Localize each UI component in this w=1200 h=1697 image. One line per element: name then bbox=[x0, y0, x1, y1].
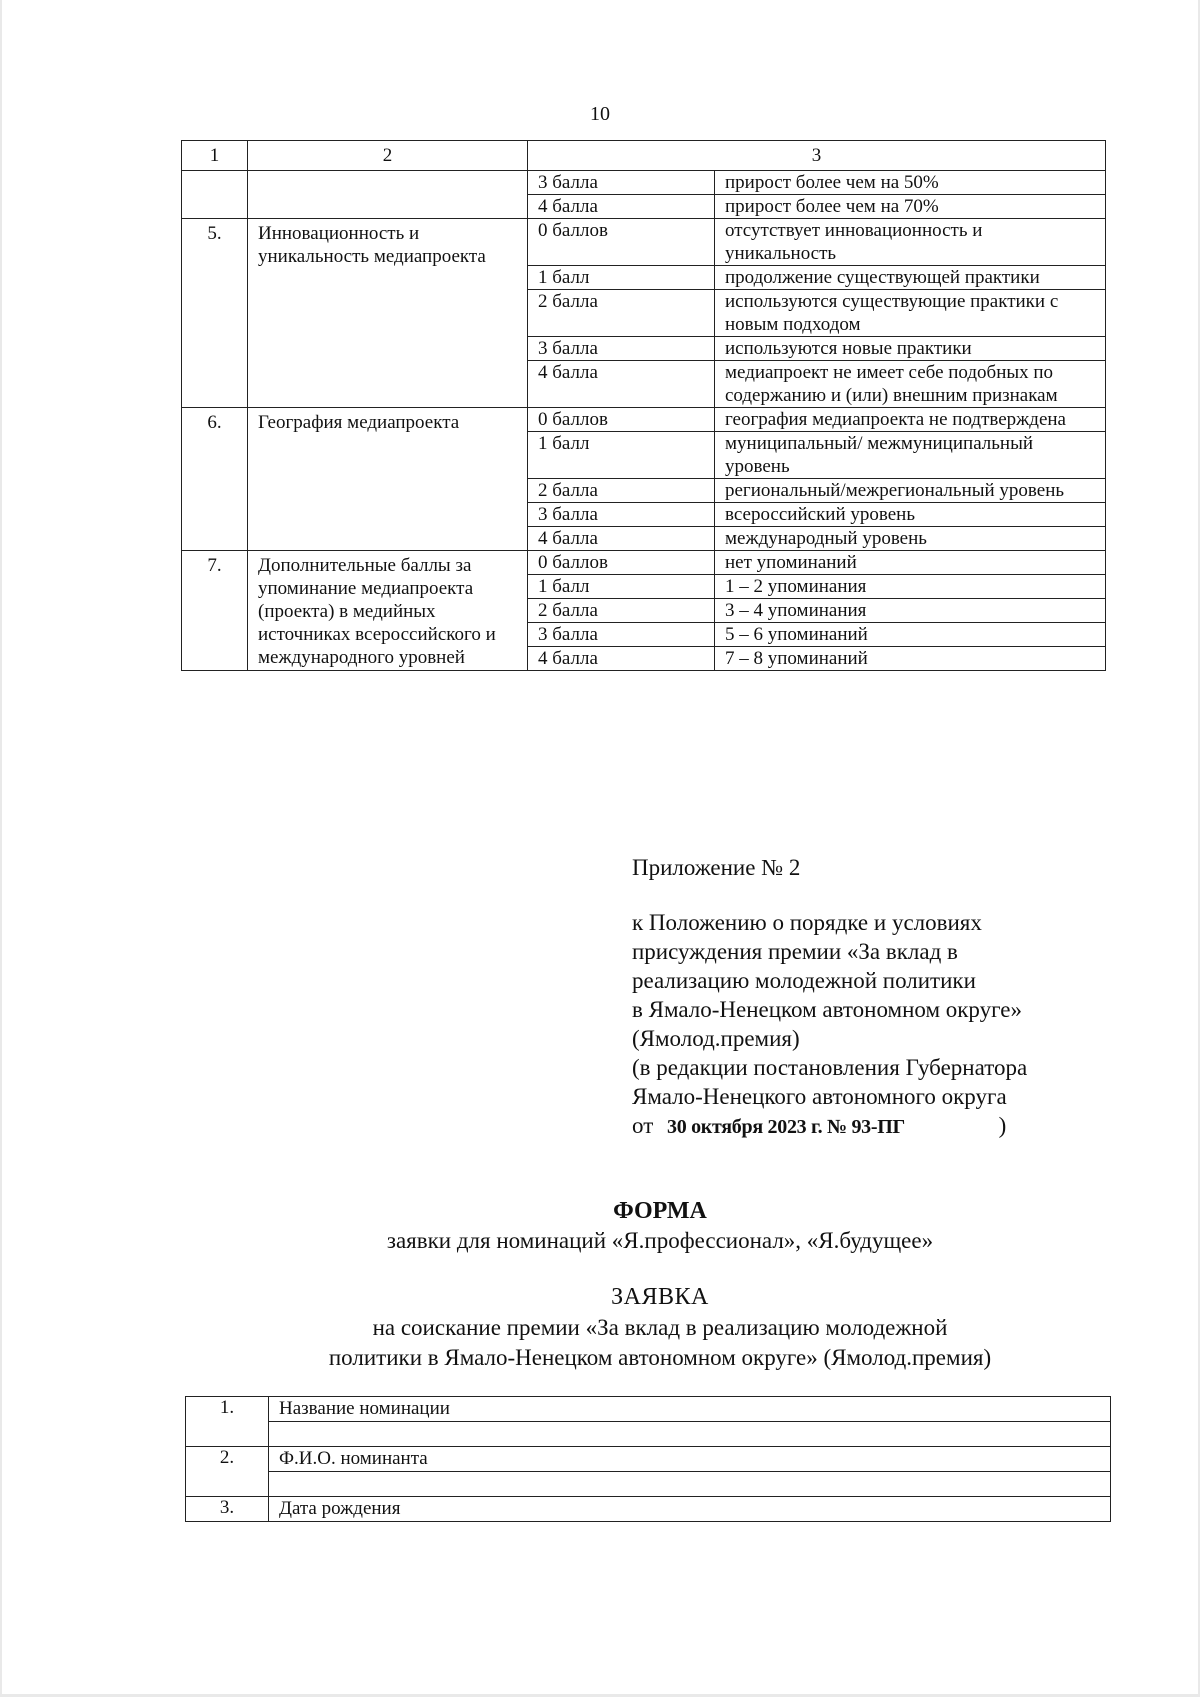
points-cell: 0 баллов bbox=[528, 408, 715, 432]
description-cell: региональный/межрегиональный уровень bbox=[715, 479, 1106, 503]
form-row-label: Название номинации bbox=[269, 1397, 1111, 1422]
criterion-name: География медиапроекта bbox=[248, 408, 528, 551]
header-col-2: 2 bbox=[248, 141, 528, 171]
form-row bbox=[186, 1397, 1111, 1422]
description-cell: всероссийский уровень bbox=[715, 503, 1106, 527]
description-cell: 7 – 8 упоминаний bbox=[715, 647, 1106, 671]
points-cell: 1 балл bbox=[528, 266, 715, 290]
appendix-line: (в редакции постановления Губернатора bbox=[632, 1055, 1028, 1080]
description-cell: медиапроект не имеет себе подобных по содержанию и (или) внешним признакам bbox=[715, 361, 1106, 408]
form-subtitle: заявки для номинаций «Я.профессионал», «Я.будущее» bbox=[386, 1228, 934, 1253]
form-fill-field[interactable] bbox=[269, 1472, 1111, 1497]
form-row-blank bbox=[186, 1472, 1111, 1497]
date-suffix: ) bbox=[998, 1113, 1007, 1138]
points-cell: 3 балла bbox=[528, 337, 715, 361]
criterion-number: 6. bbox=[182, 408, 248, 551]
appendix-line: (Ямолод.премия) bbox=[632, 1026, 800, 1051]
points-cell: 4 балла bbox=[528, 527, 715, 551]
application-subtitle-line: на соискание премии «За вклад в реализацию молодежной bbox=[372, 1315, 948, 1340]
points-cell: 2 балла bbox=[528, 599, 715, 623]
form-row-blank bbox=[186, 1422, 1111, 1447]
form-row-label: Ф.И.О. номинанта bbox=[269, 1447, 1111, 1472]
application-subtitle-line: политики в Ямало-Ненецком автономном округе» (Ямолод.премия) bbox=[328, 1345, 992, 1370]
page-number: 10 bbox=[590, 103, 610, 125]
description-cell: прирост более чем на 50% bbox=[715, 171, 1106, 195]
points-cell: 0 баллов bbox=[528, 219, 715, 266]
criterion-number: 7. bbox=[182, 551, 248, 671]
description-cell: муниципальный/ межмуниципальный уровень bbox=[715, 432, 1106, 479]
points-cell: 4 балла bbox=[528, 647, 715, 671]
header-col-3: 3 bbox=[528, 141, 1106, 171]
appendix-lines bbox=[632, 908, 1132, 1142]
criteria-table bbox=[181, 140, 1106, 671]
appendix-title: Приложение № 2 bbox=[632, 855, 801, 880]
criterion-name: Дополнительные баллы за упоминание медиапроекта (проекта) в медийных источниках всероссийского и международного уровней bbox=[248, 551, 528, 671]
criterion-number: 5. bbox=[182, 219, 248, 408]
points-cell: 4 балла bbox=[528, 195, 715, 219]
description-cell: нет упоминаний bbox=[715, 551, 1106, 575]
description-cell: 1 – 2 упоминания bbox=[715, 575, 1106, 599]
description-cell: отсутствует инновационность и уникальность bbox=[715, 219, 1106, 266]
points-cell: 3 балла bbox=[528, 503, 715, 527]
description-cell: 5 – 6 упоминаний bbox=[715, 623, 1106, 647]
appendix-line: Ямало-Ненецкого автономного округа bbox=[632, 1084, 1007, 1109]
form-row bbox=[186, 1447, 1111, 1472]
points-cell: 2 балла bbox=[528, 479, 715, 503]
points-cell: 4 балла bbox=[528, 361, 715, 408]
criteria-table-header bbox=[182, 141, 1106, 171]
form-row-number: 2. bbox=[186, 1447, 269, 1497]
description-cell: используются существующие практики с новым подходом bbox=[715, 290, 1106, 337]
description-cell: продолжение существующей практики bbox=[715, 266, 1106, 290]
appendix-date-line bbox=[632, 1111, 1132, 1142]
appendix-reference bbox=[632, 853, 1132, 1142]
appendix-line: присуждения премии «За вклад в bbox=[632, 939, 958, 964]
description-cell: 3 – 4 упоминания bbox=[715, 599, 1106, 623]
points-cell: 1 балл bbox=[528, 432, 715, 479]
application-form-table bbox=[185, 1396, 1111, 1522]
empty-num-cell bbox=[182, 171, 248, 219]
form-row-number: 3. bbox=[186, 1497, 269, 1522]
criteria-row bbox=[182, 171, 1106, 195]
document-page bbox=[2, 0, 1198, 1694]
header-col-1: 1 bbox=[182, 141, 248, 171]
criteria-row bbox=[182, 408, 1106, 432]
application-subtitle bbox=[2, 1313, 1200, 1373]
criteria-row bbox=[182, 551, 1106, 575]
criterion-name: Инновационность и уникальность медиапроекта bbox=[248, 219, 528, 408]
description-cell: используются новые практики bbox=[715, 337, 1106, 361]
appendix-line: в Ямало-Ненецком автономном округе» bbox=[632, 997, 1022, 1022]
form-row-number: 1. bbox=[186, 1397, 269, 1447]
resolution-date: 30 октября 2023 г. № 93-ПГ bbox=[667, 1116, 905, 1138]
criteria-row bbox=[182, 219, 1106, 266]
points-cell: 3 балла bbox=[528, 171, 715, 195]
appendix-line: реализацию молодежной политики bbox=[632, 968, 976, 993]
points-cell: 3 балла bbox=[528, 623, 715, 647]
description-cell: география медиапроекта не подтверждена bbox=[715, 408, 1106, 432]
form-fill-field[interactable] bbox=[269, 1422, 1111, 1447]
points-cell: 1 балл bbox=[528, 575, 715, 599]
points-cell: 0 баллов bbox=[528, 551, 715, 575]
form-row-label: Дата рождения bbox=[269, 1497, 1111, 1522]
points-cell: 2 балла bbox=[528, 290, 715, 337]
form-title: ФОРМА bbox=[613, 1198, 707, 1224]
date-prefix: от bbox=[632, 1113, 654, 1138]
empty-criterion-cell bbox=[248, 171, 528, 219]
description-cell: международный уровень bbox=[715, 527, 1106, 551]
application-title: ЗАЯВКА bbox=[611, 1284, 709, 1310]
appendix-line: к Положению о порядке и условиях bbox=[632, 910, 982, 935]
form-row bbox=[186, 1497, 1111, 1522]
description-cell: прирост более чем на 70% bbox=[715, 195, 1106, 219]
